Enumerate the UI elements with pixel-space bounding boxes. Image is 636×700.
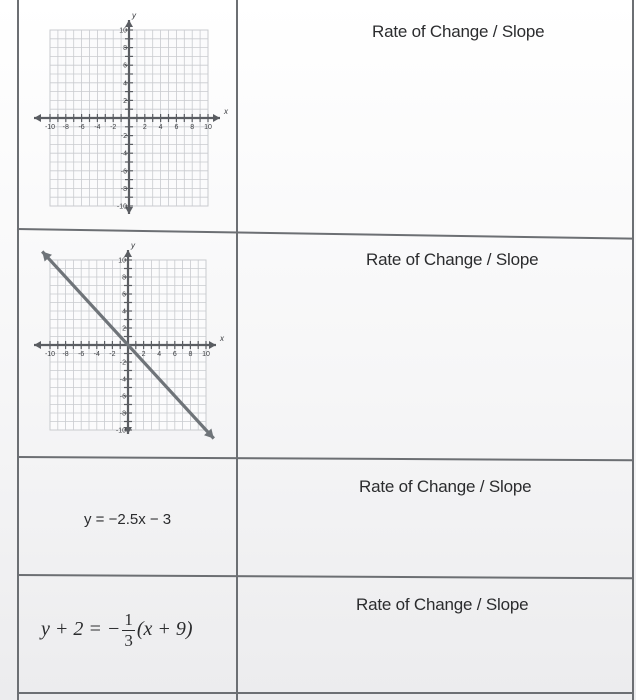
y-tick-label: -10 bbox=[116, 203, 127, 211]
x-tick-label: -8 bbox=[62, 124, 69, 131]
x-axis-arrow-left bbox=[34, 341, 41, 349]
x-axis-arrow-right bbox=[209, 341, 216, 349]
x-tick-label: -6 bbox=[78, 124, 85, 131]
row-divider-4 bbox=[17, 692, 633, 694]
x-tick-label: 8 bbox=[190, 124, 195, 131]
coordinate-graph-2 bbox=[32, 241, 224, 438]
rate-of-change-label-4: Rate of Change / Slope bbox=[356, 595, 529, 614]
y-axis-arrow-up bbox=[125, 20, 133, 27]
y-axis-arrow-up bbox=[124, 250, 132, 257]
table-border-right bbox=[632, 0, 634, 700]
x-tick-label: 10 bbox=[204, 124, 212, 131]
y-tick-label: -8 bbox=[120, 185, 127, 193]
equation-fraction bbox=[122, 610, 135, 651]
x-tick-label: 10 bbox=[202, 351, 210, 358]
y-tick-label: 6 bbox=[123, 62, 127, 70]
equation-linear: y = −2.5x − 3 bbox=[84, 511, 172, 528]
fraction-denominator: 3 bbox=[124, 631, 133, 650]
x-tick-label: -8 bbox=[62, 351, 69, 358]
coordinate-graph-1 bbox=[32, 11, 228, 220]
row-divider-1 bbox=[17, 228, 633, 239]
x-tick-label: 2 bbox=[141, 351, 146, 358]
y-tick-label: -2 bbox=[119, 359, 126, 367]
x-tick-label: -2 bbox=[109, 351, 116, 358]
x-tick-label: -10 bbox=[44, 124, 56, 131]
y-tick-label: 2 bbox=[123, 97, 127, 105]
x-tick-label: -6 bbox=[78, 351, 85, 358]
x-tick-label: 6 bbox=[172, 351, 177, 358]
y-tick-label: -4 bbox=[119, 376, 126, 384]
x-tick-label: -2 bbox=[110, 124, 117, 131]
equation-rhs: (x + 9) bbox=[136, 618, 193, 641]
y-tick-label: 4 bbox=[122, 308, 126, 316]
y-tick-label: -2 bbox=[120, 133, 127, 141]
row-divider-3 bbox=[17, 574, 633, 579]
y-tick-label: -6 bbox=[120, 168, 127, 176]
y-tick-label: 10 bbox=[119, 27, 127, 35]
y-tick-label: -8 bbox=[119, 410, 126, 418]
x-tick-label: 2 bbox=[142, 124, 147, 131]
row-divider-2 bbox=[17, 456, 633, 461]
y-tick-label: 4 bbox=[123, 80, 127, 88]
x-axis-label: x bbox=[220, 334, 224, 343]
x-tick-label: -4 bbox=[94, 124, 101, 131]
table-divider-column bbox=[236, 0, 238, 700]
y-tick-label: 8 bbox=[122, 274, 126, 282]
x-tick-label: 8 bbox=[188, 351, 193, 358]
x-tick-label: -4 bbox=[93, 351, 100, 358]
y-axis-label: y bbox=[131, 241, 135, 250]
y-tick-label: -4 bbox=[120, 150, 127, 158]
x-axis-arrow-left bbox=[34, 114, 41, 122]
fraction-numerator: 1 bbox=[124, 610, 133, 629]
x-axis-arrow-right bbox=[213, 114, 220, 122]
x-tick-label: -10 bbox=[44, 351, 56, 358]
y-tick-label: 2 bbox=[122, 325, 126, 333]
x-tick-label: 6 bbox=[174, 124, 179, 131]
rate-of-change-label-2: Rate of Change / Slope bbox=[366, 250, 539, 269]
y-tick-label: 10 bbox=[118, 257, 126, 265]
table-border-left bbox=[17, 0, 19, 700]
y-tick-label: -10 bbox=[115, 427, 126, 435]
x-axis-label: x bbox=[224, 107, 228, 116]
x-tick-label: 4 bbox=[157, 351, 162, 358]
y-tick-label: 6 bbox=[122, 291, 126, 299]
y-tick-label: -6 bbox=[119, 393, 126, 401]
y-axis-label: y bbox=[132, 11, 136, 20]
rate-of-change-label-3: Rate of Change / Slope bbox=[359, 477, 532, 496]
equation-lhs: y + 2 = − bbox=[41, 618, 121, 641]
equation-point-slope bbox=[41, 610, 193, 651]
x-tick-label: 4 bbox=[158, 124, 163, 131]
rate-of-change-label-1: Rate of Change / Slope bbox=[372, 22, 545, 41]
y-tick-label: 8 bbox=[123, 45, 127, 53]
